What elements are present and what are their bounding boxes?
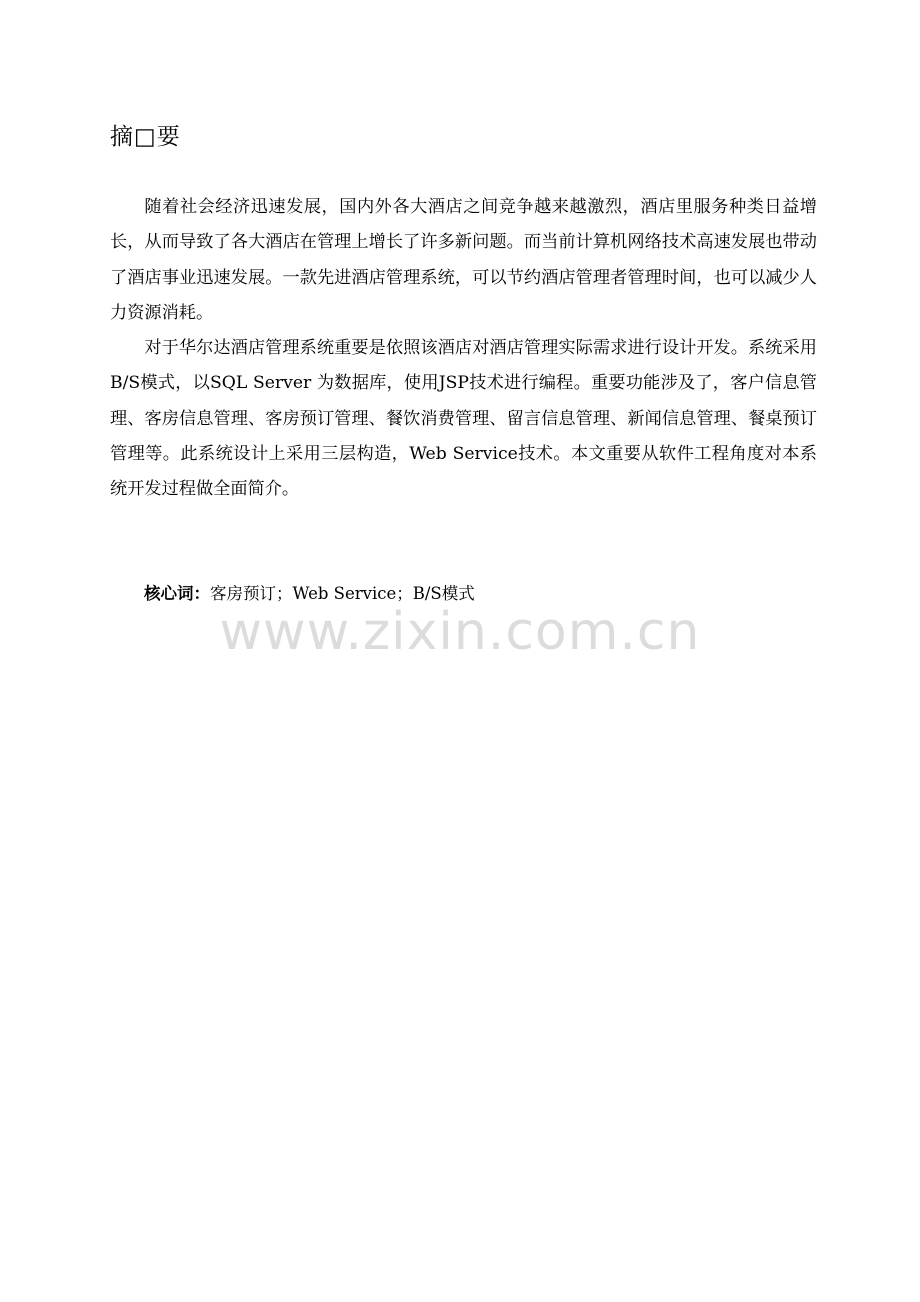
abstract-paragraph-2: 对于华尔达酒店管理系统重要是依照该酒店对酒店管理实际需求进行设计开发。系统采用B/S模式，以SQL Server 为数据库，使用JSP技术进行编程。重要功能涉及了，客户信息管理、客房信息管理、客房预订管理、餐饮消费管理、留言信息管理、新闻信息管理、餐桌预订管理等。此系统设计上采用三层构造，Web Service技术。本文重要从软件工程角度对本系统开发过程做全面简介。 <box>110 338 817 500</box>
abstract-body <box>110 190 817 508</box>
keywords-line <box>144 580 475 608</box>
abstract-title: 摘□要 <box>110 124 181 150</box>
keywords-value: 客房预订；Web Service；B/S模式 <box>210 584 475 603</box>
watermark-text: www.zixin.com.cn <box>219 602 701 662</box>
abstract-paragraph-1: 随着社会经济迅速发展，国内外各大酒店之间竞争越来越激烈，酒店里服务种类日益增长，从而导致了各大酒店在管理上增长了许多新问题。而当前计算机网络技术高速发展也带动了酒店事业迅速发展。一款先进酒店管理系统，可以节约酒店管理者管理时间，也可以减少人力资源消耗。 <box>110 197 817 323</box>
keywords-label: 核心词： <box>144 584 210 603</box>
